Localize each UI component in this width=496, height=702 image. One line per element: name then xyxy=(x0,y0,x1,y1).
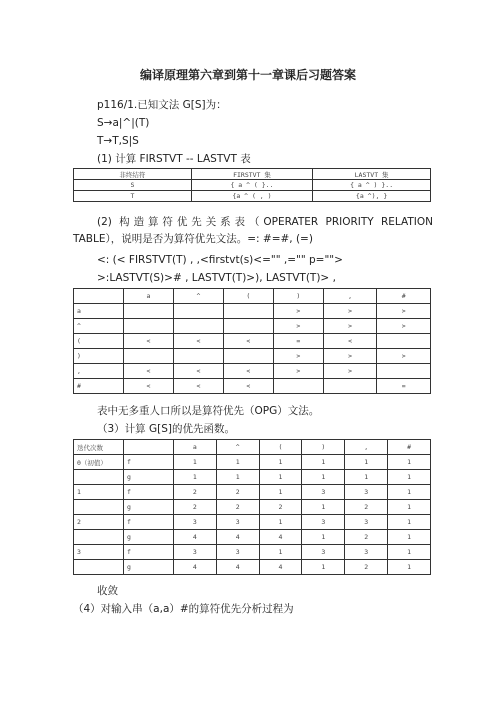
table-cell xyxy=(74,470,124,485)
table-cell: 非终结符 xyxy=(74,169,192,180)
table-row xyxy=(74,500,431,515)
table-cell: > xyxy=(323,304,377,319)
table-cell: > xyxy=(323,364,377,379)
table-cell: g xyxy=(123,470,173,485)
table-cell: 3 xyxy=(302,515,345,530)
table-cell: T xyxy=(74,191,192,202)
table-row xyxy=(74,191,431,202)
table-cell: = xyxy=(377,379,431,394)
table-cell: 1 xyxy=(388,470,431,485)
table-cell: < xyxy=(123,379,173,394)
table-cell: 1 xyxy=(388,500,431,515)
table-cell: , xyxy=(323,289,377,304)
table-row xyxy=(74,334,431,349)
table-cell: 3 xyxy=(173,515,216,530)
table-cell: a xyxy=(173,440,216,455)
table-cell: , xyxy=(74,364,124,379)
table-cell: > xyxy=(323,349,377,364)
table-cell xyxy=(123,440,173,455)
table-cell xyxy=(74,289,124,304)
table-cell: < xyxy=(323,334,377,349)
table-cell: f xyxy=(123,455,173,470)
table-row xyxy=(74,304,431,319)
table-cell: 2 xyxy=(74,515,124,530)
table-cell xyxy=(74,560,124,575)
table-cell: 2 xyxy=(259,500,302,515)
table-cell xyxy=(123,319,173,334)
table-cell xyxy=(223,319,273,334)
table-cell: 1 xyxy=(173,455,216,470)
table-header-row xyxy=(74,289,431,304)
table-cell: {a ^ ( , ) xyxy=(191,191,312,202)
grammar-rule-t: T→T,S|S xyxy=(97,135,139,147)
table-row xyxy=(74,545,431,560)
table-cell: > xyxy=(323,319,377,334)
table-row xyxy=(74,349,431,364)
step-2-paragraph: (2) 构造算符优先关系表（OPERATER PRIORITY RELATION TABLE），说明是否为算符优先文法。=: #=#, (=) xyxy=(73,216,433,245)
table-cell: 1 xyxy=(388,530,431,545)
table-cell: { a ^ ) }.. xyxy=(313,180,431,191)
document-title: 编译原理第六章到第十一章课后习题答案 xyxy=(139,68,356,82)
table-cell: 1 xyxy=(302,455,345,470)
grammar-rule-s: S→a|^|(T) xyxy=(97,117,150,129)
table-cell: 3 xyxy=(216,515,259,530)
table-cell: 3 xyxy=(173,545,216,560)
table-cell: ^ xyxy=(216,440,259,455)
table-cell: { a ^ ( }.. xyxy=(191,180,312,191)
table-cell: 1 xyxy=(259,545,302,560)
priority-function-table xyxy=(73,439,431,575)
table-cell: = xyxy=(273,334,323,349)
operator-precedence-table xyxy=(73,288,431,394)
table-cell xyxy=(273,379,323,394)
table-cell: 1 xyxy=(259,470,302,485)
table-cell: {a ^), } xyxy=(313,191,431,202)
table-cell: ( xyxy=(74,334,124,349)
table-cell: 3 xyxy=(216,545,259,560)
table-row xyxy=(74,364,431,379)
table-cell xyxy=(323,379,377,394)
table-row xyxy=(74,470,431,485)
table-row xyxy=(74,530,431,545)
table-cell: 迭代次数 xyxy=(74,440,124,455)
table-cell: 1 xyxy=(74,485,124,500)
table-cell: 2 xyxy=(345,500,388,515)
table-cell: 3 xyxy=(74,545,124,560)
table-cell: FIRSTVT 集 xyxy=(191,169,312,180)
table-cell: 3 xyxy=(345,485,388,500)
table-cell: a xyxy=(123,289,173,304)
table-cell: < xyxy=(173,334,223,349)
table-cell: a xyxy=(74,304,124,319)
step-1-heading: (1) 计算 FIRSTVT -- LASTVT 表 xyxy=(97,153,251,165)
table-cell: 2 xyxy=(216,485,259,500)
table-cell: < xyxy=(173,379,223,394)
less-than-relations: <: (< FIRSTVT(T) , ,<firstvt(s)<="" ,="" p=""> xyxy=(97,254,343,266)
table-cell: g xyxy=(123,560,173,575)
table-row xyxy=(74,180,431,191)
table-cell xyxy=(173,304,223,319)
table-cell xyxy=(377,364,431,379)
table-cell: 1 xyxy=(302,560,345,575)
question-1-heading: p116/1.已知文法 G[S]为： xyxy=(97,99,227,111)
table-cell xyxy=(377,334,431,349)
table-cell: 0（初值） xyxy=(74,455,124,470)
table-cell: ) xyxy=(74,349,124,364)
table-cell: LASTVT 集 xyxy=(313,169,431,180)
table-cell: # xyxy=(377,289,431,304)
table-cell: < xyxy=(173,364,223,379)
table-cell: > xyxy=(273,364,323,379)
table-row xyxy=(74,560,431,575)
table-cell: 3 xyxy=(302,485,345,500)
table-cell: 1 xyxy=(388,560,431,575)
table-cell: 1 xyxy=(388,545,431,560)
table-cell: g xyxy=(123,530,173,545)
table-row xyxy=(74,319,431,334)
table-cell: < xyxy=(223,364,273,379)
table-cell: 1 xyxy=(259,485,302,500)
table-cell: f xyxy=(123,485,173,500)
table-cell: 1 xyxy=(216,470,259,485)
step-4-heading: （4）对输入串（a,a）#的算符优先分析过程为 xyxy=(73,603,294,615)
table-cell: g xyxy=(123,500,173,515)
table-cell xyxy=(74,500,124,515)
convergence-note: 收敛 xyxy=(97,585,118,597)
table-cell: 1 xyxy=(173,470,216,485)
table-cell: < xyxy=(223,334,273,349)
table-cell: > xyxy=(377,304,431,319)
opg-conclusion: 表中无多重人口所以是算符优先（OPG）文法。 xyxy=(97,405,320,417)
table-cell: 1 xyxy=(216,455,259,470)
greater-than-relations: >:LASTVT(S)># , LASTVT(T)>), LASTVT(T)> , xyxy=(97,272,336,284)
table-cell: 1 xyxy=(388,515,431,530)
table-row xyxy=(74,379,431,394)
table-cell: 1 xyxy=(302,470,345,485)
table-cell: > xyxy=(273,349,323,364)
table-cell: 4 xyxy=(173,560,216,575)
table-cell: , xyxy=(345,440,388,455)
table-cell: ^ xyxy=(74,319,124,334)
table-cell: 3 xyxy=(345,515,388,530)
table-cell xyxy=(173,349,223,364)
table-row xyxy=(74,485,431,500)
table-cell: 2 xyxy=(173,485,216,500)
table-cell: 2 xyxy=(345,560,388,575)
table-cell: ) xyxy=(302,440,345,455)
table-cell: 3 xyxy=(345,545,388,560)
firstvt-lastvt-table xyxy=(73,168,431,202)
table-cell: 1 xyxy=(388,455,431,470)
table-header-row xyxy=(74,440,431,455)
table-cell xyxy=(74,530,124,545)
table-cell: 1 xyxy=(388,485,431,500)
table-cell: f xyxy=(123,545,173,560)
table-cell: > xyxy=(273,304,323,319)
table-cell: > xyxy=(377,349,431,364)
table-cell: 1 xyxy=(259,515,302,530)
table-cell: > xyxy=(273,319,323,334)
table-cell: S xyxy=(74,180,192,191)
table-cell: < xyxy=(123,364,173,379)
table-cell: 2 xyxy=(173,500,216,515)
table-cell: 4 xyxy=(259,530,302,545)
table-cell: 1 xyxy=(345,455,388,470)
table-cell: 4 xyxy=(173,530,216,545)
table-cell xyxy=(173,319,223,334)
table-cell: < xyxy=(123,334,173,349)
step-3-heading: （3）计算 G[S]的优先函数。 xyxy=(97,423,236,435)
table-cell: # xyxy=(74,379,124,394)
table-cell xyxy=(123,349,173,364)
table-cell: f xyxy=(123,515,173,530)
table-cell: 1 xyxy=(302,530,345,545)
table-cell: ) xyxy=(273,289,323,304)
table-cell: < xyxy=(223,379,273,394)
table-cell xyxy=(123,304,173,319)
table-cell: 2 xyxy=(216,500,259,515)
table-row xyxy=(74,515,431,530)
table-cell: ^ xyxy=(173,289,223,304)
table-cell: 1 xyxy=(345,470,388,485)
table-cell: # xyxy=(388,440,431,455)
table-row xyxy=(74,455,431,470)
table-cell xyxy=(223,304,273,319)
table-cell: 2 xyxy=(345,530,388,545)
table-cell: > xyxy=(377,319,431,334)
table-cell: 4 xyxy=(259,560,302,575)
table-cell: ( xyxy=(223,289,273,304)
table-cell: ( xyxy=(259,440,302,455)
table-cell: 1 xyxy=(302,500,345,515)
table-header-row xyxy=(74,169,431,180)
table-cell: 4 xyxy=(216,530,259,545)
table-cell: 3 xyxy=(302,545,345,560)
table-cell xyxy=(223,349,273,364)
table-cell: 1 xyxy=(259,455,302,470)
table-cell: 4 xyxy=(216,560,259,575)
